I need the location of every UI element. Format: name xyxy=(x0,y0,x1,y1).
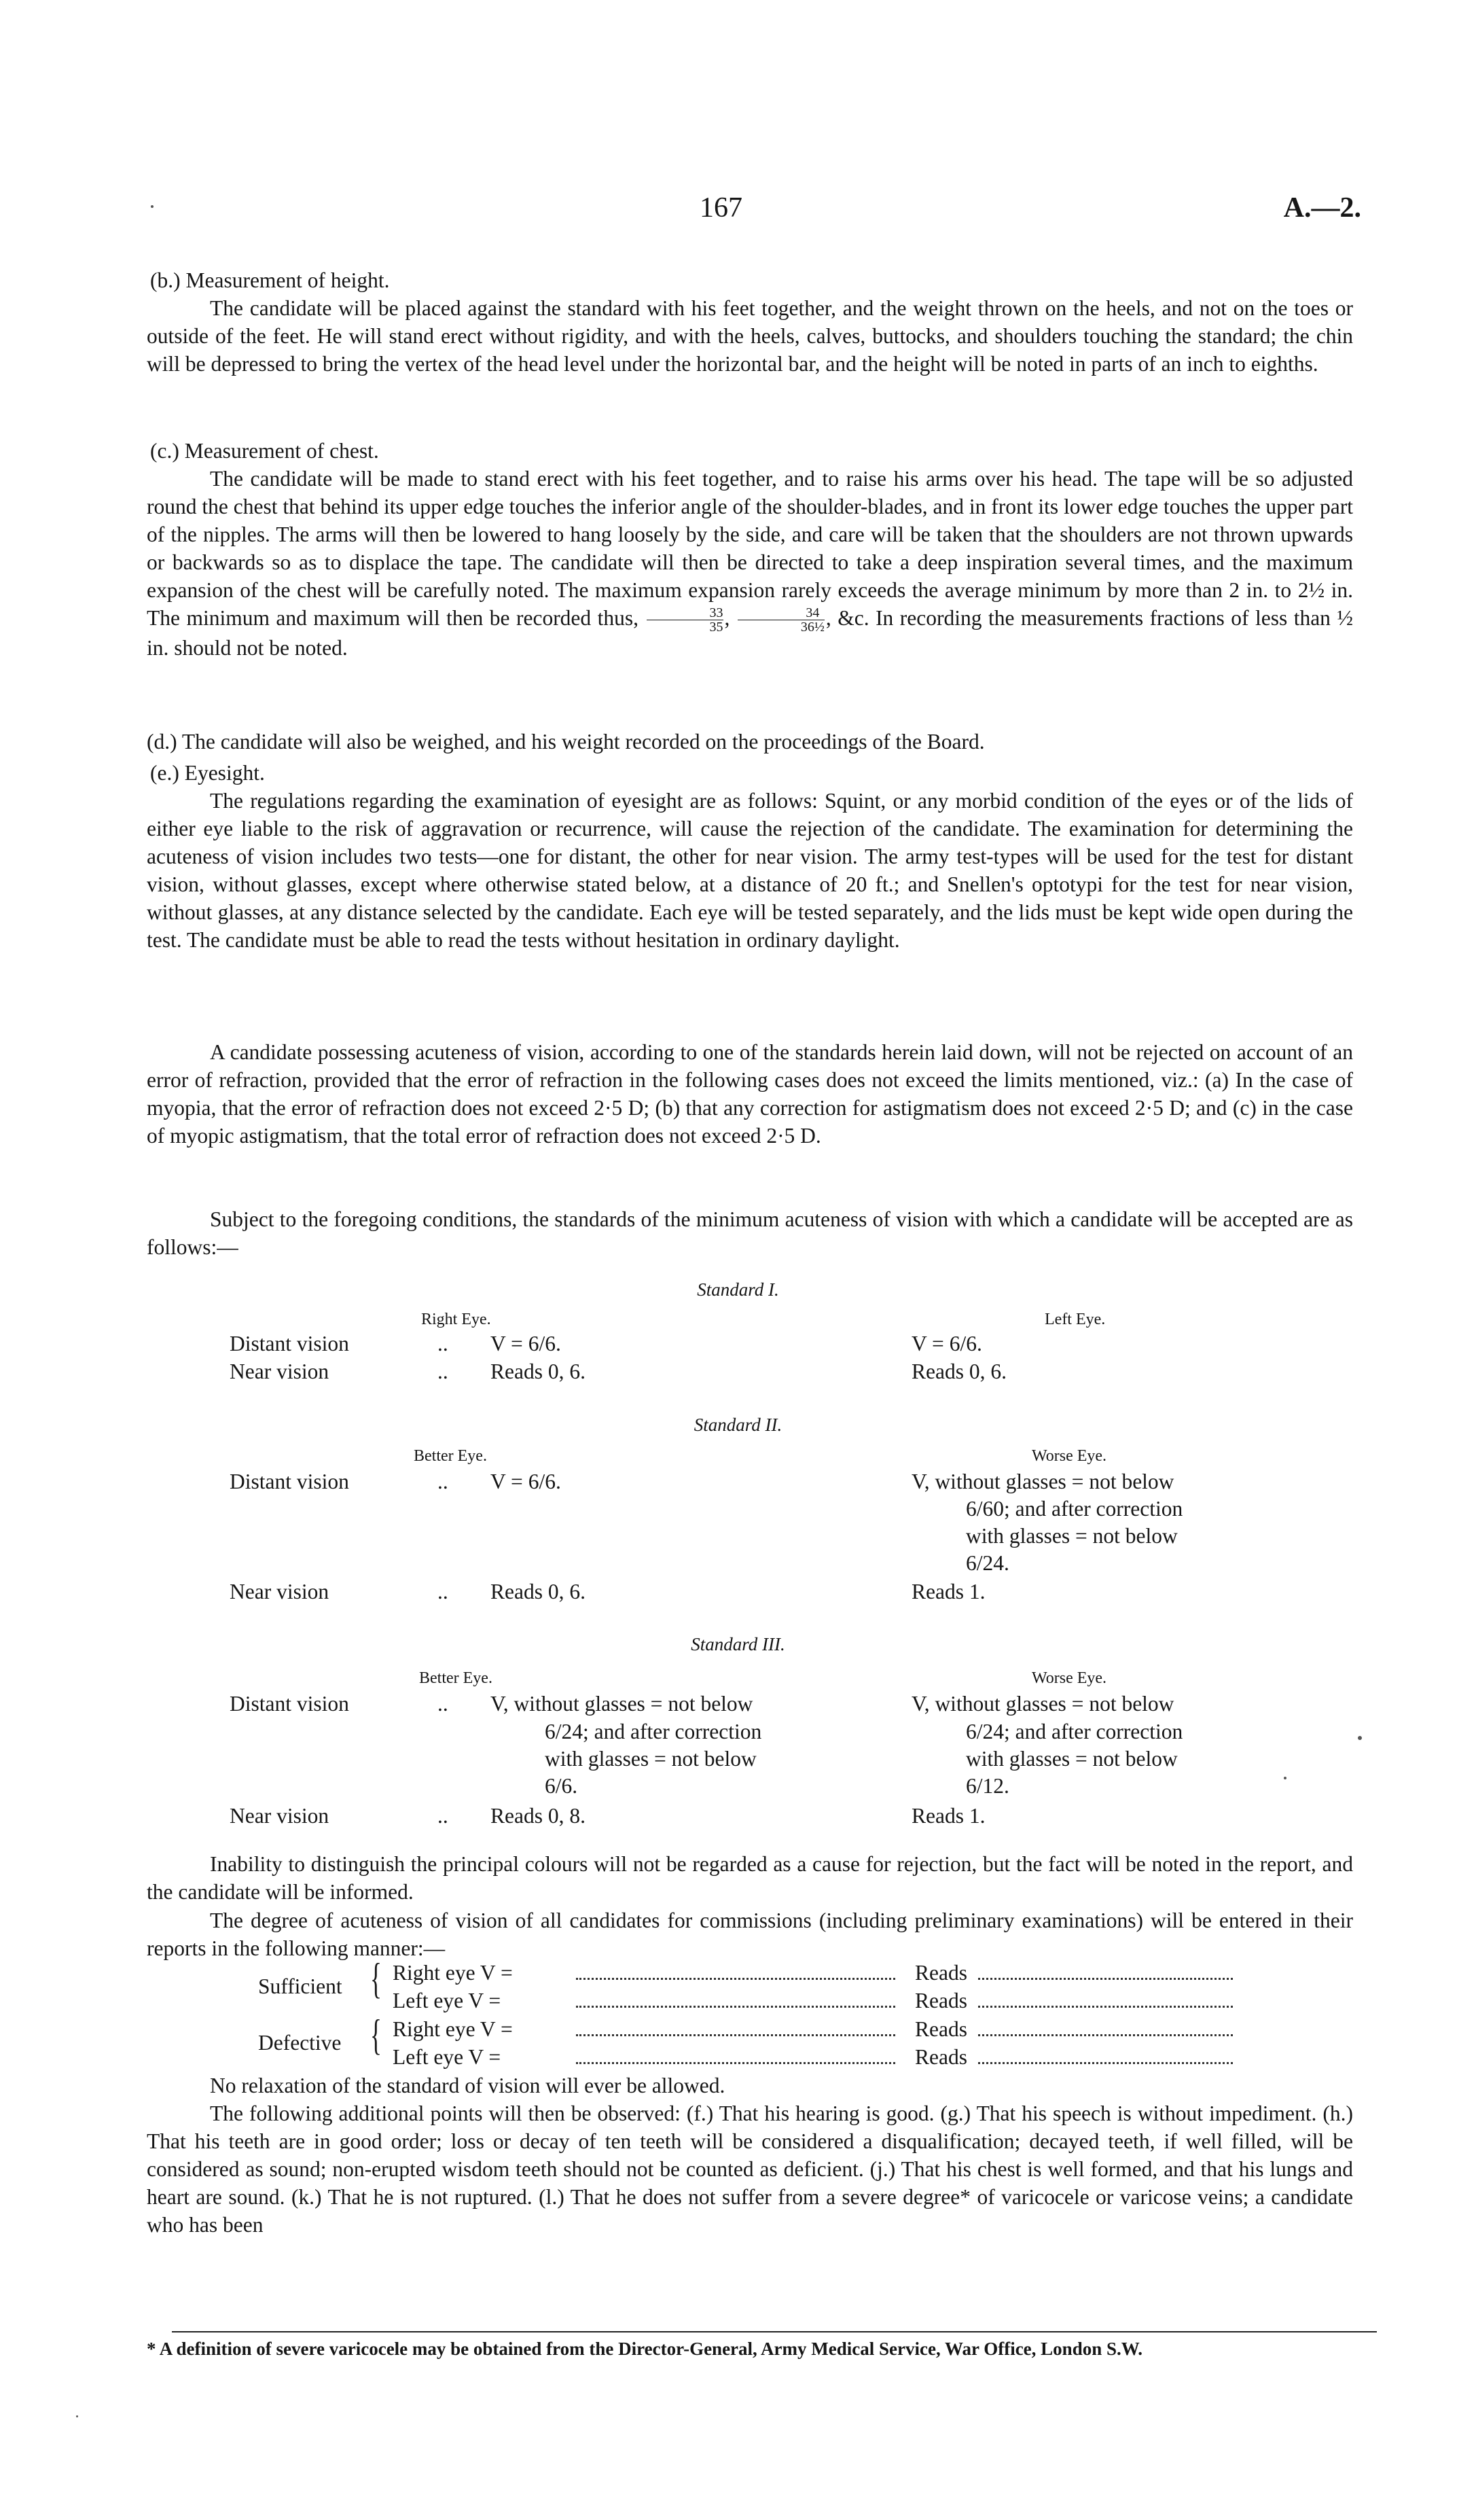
scan-speck xyxy=(151,205,154,208)
defective-left-eye-reads-field xyxy=(978,2043,1233,2071)
fraction-34-36: $\frac{34}{\text{36½}}$ xyxy=(738,606,825,634)
defective-left-eye-label: Left eye V = xyxy=(393,2045,501,2069)
leader-dots: .. xyxy=(437,1470,448,1493)
paragraph-eyesight-1: The regulations regarding the examination of eyesight are as follows: Squint, or any morbid condition of the eyes or of the lids of either eye liable to the risk of aggravation or recurrence, will cause the rejection of the candidate. The examination for determining the acuteness of vision includes two tests—one for distant, the other for near vision. The army test-types will be used for the test for distant vision, without glasses, except where otherwise stated below, at a distance of 20 ft.; and Snellen's optotypi for the test for near vision, without glasses, at any distance selected by the candidate. Each eye will be tested separately, and the lids must be kept wide open during the test. The candidate must be able to read the tests without hesitation in ordinary daylight. xyxy=(147,789,1353,952)
sufficient-right-eye-field xyxy=(576,1959,895,1987)
standard-3-distant-better-4: 6/6. xyxy=(545,1774,578,1798)
chest-text-1: The candidate will be made to stand erect with his feet together, and to raise his arms over his head. The tape will be so adjusted round the chest that behind its upper edge touches the inferior angle of the shoulder-blades, and in front its lower edge touches the upper part of the nipples. The arms will then be lowered to hang loosely by the side, and care will be taken that the shoulders are not thrown upwards or backwards so as to displace the tape. The candidate will then be directed to take a deep inspiration several times, and the maximum expansion of the chest will be carefully noted. The maximum expansion rarely exceeds the average minimum by more than 2 in. to 2½ in. The minimum and maximum will then be recorded thus, xyxy=(147,467,1353,630)
chest-text-2: &c. In recording the measurements fractions of less than ½ in. should not be noted. xyxy=(147,606,1354,660)
standard-3-distant-worse-1: V, without glasses = not below xyxy=(912,1692,1174,1716)
defective-right-eye-reads: Reads xyxy=(915,2017,967,2041)
sufficient-left-eye-reads-field xyxy=(978,1987,1233,2015)
leader-dots: .. xyxy=(437,1332,448,1355)
leader-dots: .. xyxy=(437,1360,448,1383)
paragraph-no-relaxation: No relaxation of the standard of vision will ever be allowed. xyxy=(210,2074,725,2097)
standard-3-distant-worse-3: with glasses = not below xyxy=(966,1747,1178,1771)
paragraph-eyesight-2: A candidate possessing acuteness of vision, according to one of the standards herein laid down, will not be rejected on account of an error of refraction, provided that the error of refraction in the following cases does not exceed the limits mentioned, viz.: (a) In the case of myopia, that the error of refraction does not exceed 2·5 D; (b) that any correction for astigmatism does not exceed 2·5 D; and (c) in the case of myopic astigmatism, that the total error of refraction does not exceed 2·5 D. xyxy=(147,1040,1353,1148)
standard-3-distant-better-1: V, without glasses = not below xyxy=(490,1692,753,1716)
paragraph-colours: Inability to distinguish the principal colours will not be regarded as a cause for rejection, but the fact will be noted in the report, and the candidate will be informed. xyxy=(147,1852,1353,1904)
footnote-divider xyxy=(172,2331,1377,2332)
defective-label: Defective xyxy=(258,2031,342,2055)
standard-3-distant-better-2: 6/24; and after correction xyxy=(545,1720,762,1743)
fraction-33-35: $\frac{33}{35}$ xyxy=(647,606,723,634)
standard-3-better-eye-header: Better Eye. xyxy=(419,1669,492,1687)
sufficient-right-eye-reads-field xyxy=(978,1959,1233,1987)
standard-3-near-label: Near vision xyxy=(230,1804,329,1828)
paragraph-weight: (d.) The candidate will also be weighed, and his weight recorded on the proceedings of the Board. xyxy=(147,730,985,753)
standard-2-worse-eye-header: Worse Eye. xyxy=(1032,1447,1107,1465)
section-heading-height: (b.) Measurement of height. xyxy=(150,268,390,292)
scan-speck xyxy=(1358,1736,1362,1740)
leader-dots: .. xyxy=(437,1580,448,1603)
section-heading-chest: (c.) Measurement of chest. xyxy=(150,439,379,463)
standard-1-left-eye-header: Left Eye. xyxy=(1045,1311,1106,1328)
standard-2-distant-label: Distant vision xyxy=(230,1470,349,1493)
footnote: * A definition of severe varicocele may be obtained from the Director-General, Army Medical Service, War Office, London S.W. xyxy=(147,2339,1143,2359)
standard-2-near-worse: Reads 1. xyxy=(912,1580,986,1603)
standard-2-distant-worse-1: V, without glasses = not below xyxy=(912,1470,1174,1493)
page-number: 167 xyxy=(700,192,742,224)
standard-2-distant-better: V = 6/6. xyxy=(490,1470,561,1493)
sufficient-left-eye-reads: Reads xyxy=(915,1989,967,2012)
defective-left-eye-reads: Reads xyxy=(915,2045,967,2069)
standard-2-distant-worse-3: with glasses = not below xyxy=(966,1524,1178,1548)
standard-1-distant-left: V = 6/6. xyxy=(912,1332,982,1355)
paragraph-additional-points: The following additional points will then be observed: (f.) That his hearing is good. (g.) That his speech is without impediment. (h.) That his teeth are in good order; loss or decay of ten teeth will be considered a disqualification; decayed teeth, if well filled, will be considered as sound; non-erupted wisdom teeth should not be counted as deficient. (j.) That his chest is well formed, and that his lungs and heart are sound. (k.) That he is not ruptured. (l.) That he does not suffer from a severe degree* of varicocele or varicose veins; a candidate who has been xyxy=(147,2101,1353,2237)
standard-2-distant-worse-2: 6/60; and after correction xyxy=(966,1497,1183,1521)
sufficient-label: Sufficient xyxy=(258,1974,342,1998)
defective-left-eye-field xyxy=(576,2043,895,2071)
standard-3-worse-eye-header: Worse Eye. xyxy=(1032,1669,1107,1687)
standard-2-better-eye-header: Better Eye. xyxy=(414,1447,487,1465)
standard-1-right-eye-header: Right Eye. xyxy=(421,1311,491,1328)
document-reference: A.—2. xyxy=(1283,192,1361,224)
standard-1-near-left: Reads 0, 6. xyxy=(912,1360,1007,1383)
sufficient-left-eye-label: Left eye V = xyxy=(393,1989,501,2012)
standard-3-distant-worse-2: 6/24; and after correction xyxy=(966,1720,1183,1743)
paragraph-chest: The candidate will be made to stand erect with his feet together, and to raise his arms over his head. The tape will be so adjusted round the chest that behind its upper edge touches the inferior angle of the shoulder-blades, and in front its lower edge touches the upper part of the nipples. The arms will then be lowered to hang loosely by the side, and care will be taken that the shoulders are not thrown upwards or backwards so as to displace the tape. The candidate will then be directed to take a deep inspiration several times, and the maximum expansion of the chest will be carefully noted. The maximum expansion rarely exceeds the average minimum by more than 2 in. to 2½ in. The minimum and maximum will then be recorded thus, $\frac{33}{35}$ , $\frac{34}{\text{36½}}$ , &c. In recording the measurements fractions of less than ½ in. should not be noted. xyxy=(147,467,1354,660)
leader-dots: .. xyxy=(437,1804,448,1828)
paragraph-eyesight-3: Subject to the foregoing conditions, the standards of the minimum acuteness of vision with which a candidate will be accepted are as follows:— xyxy=(147,1207,1353,1259)
standard-2-title: Standard II. xyxy=(694,1415,782,1435)
sufficient-right-eye-reads: Reads xyxy=(915,1961,967,1985)
standard-3-distant-worse-4: 6/12. xyxy=(966,1774,1009,1798)
standard-1-near-label: Near vision xyxy=(230,1360,329,1383)
standard-3-near-better: Reads 0, 8. xyxy=(490,1804,586,1828)
scan-speck xyxy=(76,2415,78,2417)
standard-1-title: Standard I. xyxy=(697,1279,779,1300)
paragraph-degree: The degree of acuteness of vision of all candidates for commissions (including preliminary examinations) will be entered in their reports in the following manner:— xyxy=(147,1909,1353,1960)
scan-speck xyxy=(1284,1777,1286,1779)
standard-2-distant-worse-4: 6/24. xyxy=(966,1551,1009,1575)
defective-right-eye-label: Right eye V = xyxy=(393,2017,513,2041)
standard-3-distant-better-3: with glasses = not below xyxy=(545,1747,757,1771)
brace: { xyxy=(370,1954,382,2002)
leader-dots: .. xyxy=(437,1692,448,1716)
sufficient-left-eye-field xyxy=(576,1987,895,2015)
section-heading-eyesight: (e.) Eyesight. xyxy=(150,761,265,785)
defective-right-eye-reads-field xyxy=(978,2015,1233,2043)
standard-1-near-right: Reads 0, 6. xyxy=(490,1360,586,1383)
standard-3-near-worse: Reads 1. xyxy=(912,1804,986,1828)
standard-1-distant-label: Distant vision xyxy=(230,1332,349,1355)
standard-1-distant-right: V = 6/6. xyxy=(490,1332,561,1355)
paragraph-height: The candidate will be placed against the standard with his feet together, and the weight thrown on the heels, and not on the toes or outside of the feet. He will stand erect without rigidity, and with the heels, calves, buttocks, and shoulders touching the standard; the chin will be depressed to bring the vertex of the head level under the horizontal bar, and the height will be noted in parts of an inch to eighths. xyxy=(147,296,1353,376)
standard-3-title: Standard III. xyxy=(691,1634,785,1654)
standard-2-near-better: Reads 0, 6. xyxy=(490,1580,586,1603)
sufficient-right-eye-label: Right eye V = xyxy=(393,1961,513,1985)
standard-3-distant-label: Distant vision xyxy=(230,1692,349,1716)
brace: { xyxy=(370,2010,382,2059)
defective-right-eye-field xyxy=(576,2015,895,2043)
standard-2-near-label: Near vision xyxy=(230,1580,329,1603)
